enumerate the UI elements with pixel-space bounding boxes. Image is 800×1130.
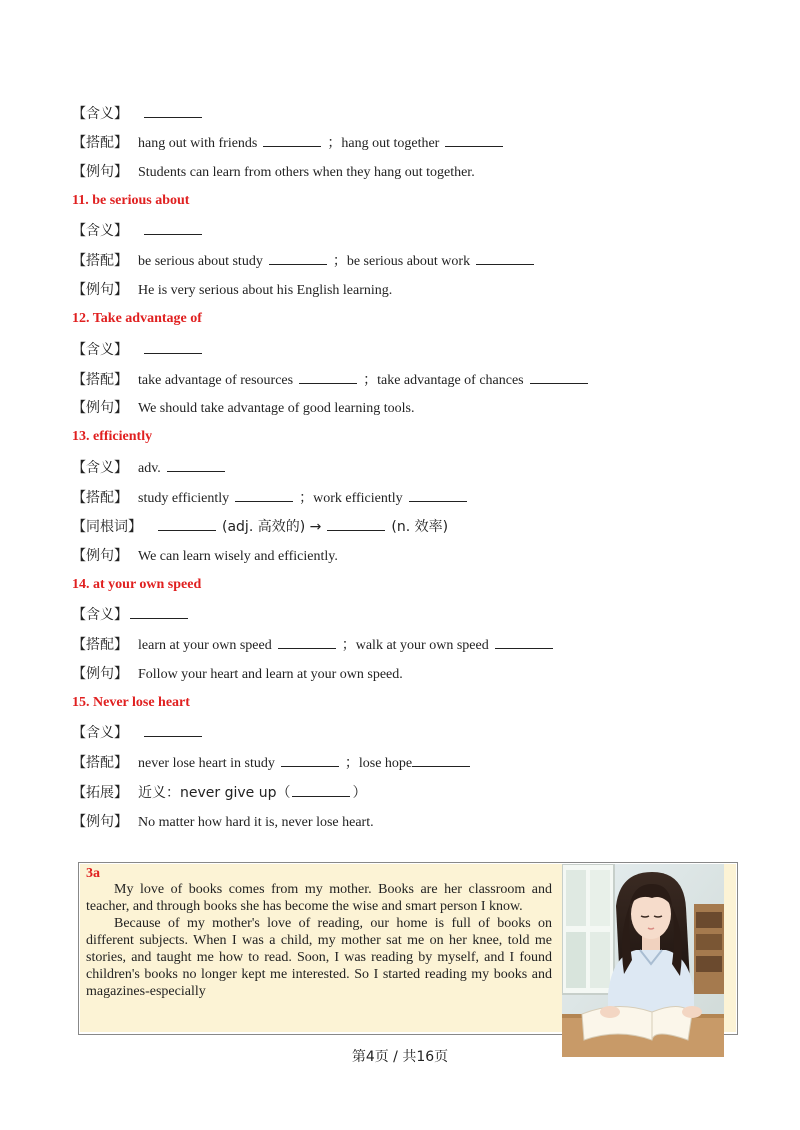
reading-passage — [80, 864, 562, 1032]
answer-blank[interactable] — [167, 457, 225, 472]
extension-tag: 【拓展】 — [72, 785, 128, 801]
passage-text — [86, 881, 552, 1000]
meaning-tag: 【含义】 — [72, 607, 128, 623]
collocation-tag: 【搭配】 — [72, 637, 128, 653]
collocation-tag: 【搭配】 — [72, 253, 128, 269]
collocation-text: ；walk at your own speed — [341, 638, 489, 653]
answer-blank[interactable] — [144, 103, 202, 118]
answer-blank[interactable] — [269, 250, 327, 265]
answer-blank[interactable] — [327, 516, 385, 531]
collocation-text: ；lose hope — [344, 756, 413, 771]
meaning-row — [72, 339, 208, 361]
collocation-text: never lose heart in study — [138, 756, 275, 771]
example-text: He is very serious about his English learning. — [138, 283, 393, 298]
collocation-tag: 【搭配】 — [72, 135, 128, 151]
example-tag: 【例句】 — [72, 666, 128, 682]
collocation-row — [72, 487, 473, 509]
collocation-row — [72, 250, 540, 272]
answer-blank[interactable] — [281, 752, 339, 767]
meaning-tag: 【含义】 — [72, 460, 128, 476]
meaning-row — [72, 457, 231, 479]
collocation-row — [72, 132, 509, 154]
collocation-text: ；be serious about work — [332, 254, 471, 269]
meaning-row — [72, 103, 208, 125]
collocation-tag: 【搭配】 — [72, 755, 128, 771]
answer-blank[interactable] — [158, 516, 216, 531]
example-row — [72, 664, 403, 685]
cognate-tag: 【同根词】 — [72, 519, 142, 535]
meaning-row — [72, 220, 208, 242]
collocation-tag: 【搭配】 — [72, 490, 128, 506]
cognate-text: (adj. 高效的) → — [222, 519, 322, 535]
example-tag: 【例句】 — [72, 282, 128, 298]
collocation-tag: 【搭配】 — [72, 372, 128, 388]
item-heading: 13. efficiently — [72, 429, 153, 444]
paragraph: Because of my mother's love of reading, our home is full of books on different subjects. When I was a child, my mother sat me on her knee, told me stories, and taught me how to read. Soon, I was reading by myself, and I found children's books no longer kept me interested. So I started reading my books and magazines-especially — [86, 916, 552, 999]
cognate-row — [72, 516, 448, 538]
cognate-text: (n. 效率) — [391, 519, 449, 535]
example-row — [72, 162, 475, 183]
answer-blank[interactable] — [263, 132, 321, 147]
extension-text: ） — [352, 785, 367, 801]
example-tag: 【例句】 — [72, 548, 128, 564]
answer-blank[interactable] — [476, 250, 534, 265]
item-heading: 11. be serious about — [72, 193, 190, 208]
answer-blank[interactable] — [144, 339, 202, 354]
meaning-tag: 【含义】 — [72, 725, 128, 741]
item-heading: 12. Take advantage of — [72, 311, 202, 326]
example-tag: 【例句】 — [72, 814, 128, 830]
collocation-text: study efficiently — [138, 491, 230, 506]
collocation-row — [72, 752, 476, 774]
collocation-text: take advantage of resources — [138, 373, 294, 388]
answer-blank[interactable] — [130, 604, 188, 619]
box-edge — [724, 864, 736, 1032]
example-row — [72, 280, 392, 301]
collocation-text: ；work efficiently — [299, 491, 403, 506]
example-text: We can learn wisely and efficiently. — [138, 549, 338, 564]
answer-blank[interactable] — [144, 722, 202, 737]
answer-blank[interactable] — [412, 752, 470, 767]
collocation-text: ；hang out together — [327, 136, 440, 151]
collocation-row — [72, 634, 559, 656]
collocation-text: ；take advantage of chances — [363, 373, 524, 388]
example-tag: 【例句】 — [72, 400, 128, 416]
answer-blank[interactable] — [409, 487, 467, 502]
extension-row — [72, 782, 366, 804]
answer-blank[interactable] — [530, 369, 588, 384]
answer-blank[interactable] — [144, 220, 202, 235]
collocation-text: be serious about study — [138, 254, 263, 269]
answer-blank[interactable] — [495, 634, 553, 649]
girl-reading-illustration — [562, 864, 724, 1057]
part-of-speech: adv. — [138, 461, 161, 476]
example-text: Students can learn from others when they hang out together. — [138, 165, 475, 180]
section-label: 3a — [86, 866, 100, 881]
collocation-row — [72, 369, 594, 391]
collocation-text: hang out with friends — [138, 136, 258, 151]
example-tag: 【例句】 — [72, 164, 128, 180]
collocation-text: learn at your own speed — [138, 638, 272, 653]
example-row — [72, 546, 338, 567]
meaning-row — [72, 604, 194, 626]
answer-blank[interactable] — [278, 634, 336, 649]
item-heading: 14. at your own speed — [72, 577, 202, 592]
example-row — [72, 398, 414, 419]
page-footer: 第4页 / 共16页 — [351, 1049, 449, 1065]
example-text: No matter how hard it is, never lose heart. — [138, 815, 374, 830]
example-text: Follow your heart and learn at your own speed. — [138, 667, 403, 682]
answer-blank[interactable] — [445, 132, 503, 147]
meaning-tag: 【含义】 — [72, 223, 128, 239]
answer-blank[interactable] — [292, 782, 350, 797]
answer-blank[interactable] — [235, 487, 293, 502]
example-text: We should take advantage of good learning tools. — [138, 401, 415, 416]
meaning-row — [72, 722, 208, 744]
meaning-tag: 【含义】 — [72, 106, 128, 122]
meaning-tag: 【含义】 — [72, 342, 128, 358]
example-row — [72, 812, 374, 833]
paragraph: My love of books comes from my mother. Books are her classroom and teacher, and through books she has become the wise and smart person I know. — [86, 882, 552, 914]
answer-blank[interactable] — [299, 369, 357, 384]
item-heading: 15. Never lose heart — [72, 695, 190, 710]
extension-text: 近义：never give up（ — [138, 785, 291, 801]
